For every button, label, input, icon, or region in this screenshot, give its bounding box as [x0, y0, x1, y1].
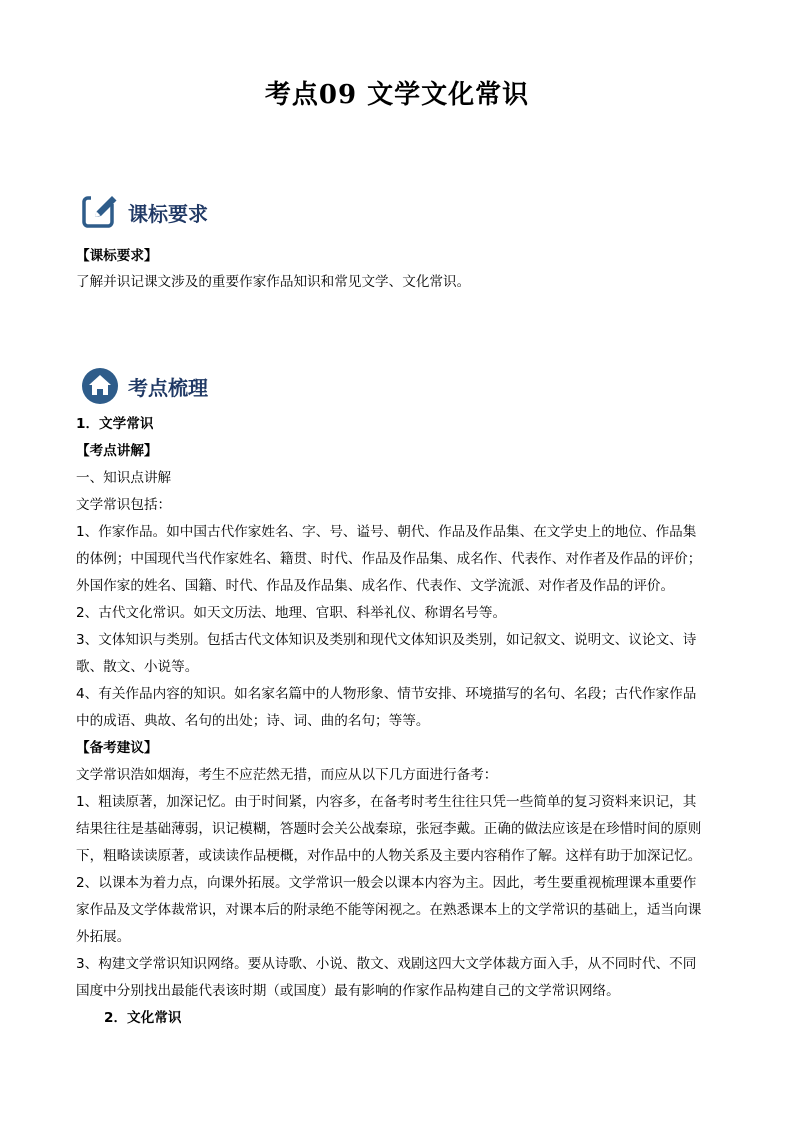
paragraph-line: 国度中分别找出最能代表该时期（或国度）最有影响的作家作品构建自己的文学常识网络。 — [76, 983, 620, 999]
paragraph-line: 3、构建文学常识知识网络。要从诗歌、小说、散文、戏剧这四大文学体裁方面入手，从不同时代、不同 — [76, 956, 697, 972]
paragraph-line: 文学常识浩如烟海，考生不应茫然无措，而应从以下几方面进行备考： — [76, 767, 498, 783]
paragraph-line: 一、知识点讲解 — [76, 470, 172, 486]
paragraph-line: 家作品及文学体裁常识，对课本后的附录绝不能等闲视之。在熟悉课本上的文学常识的基础上，适当向课 — [76, 902, 702, 918]
paragraph-line: 外拓展。 — [76, 929, 131, 945]
paragraph-line: 3、文体知识与类别。包括古代文体知识及类别和现代文体知识及类别，如记叙文、说明文、议论文、诗 — [76, 632, 697, 648]
paragraph-line: 1、作家作品。如中国古代作家姓名、字、号、谥号、朝代、作品及作品集、在文学史上的地位、作品集 — [76, 524, 697, 540]
paragraph-line: 的体例；中国现代当代作家姓名、籍贯、时代、作品及作品集、成名作、代表作、对作者及作品的评价； — [76, 551, 702, 567]
paragraph-line: 歌、散文、小说等。 — [76, 659, 199, 675]
section-heading: 考点梳理 — [128, 375, 208, 400]
section-heading: 课标要求 — [128, 201, 208, 226]
curriculum-text: 了解并识记课文涉及的重要作家作品知识和常见文学、文化常识。 — [76, 274, 471, 290]
section-header-review — [80, 362, 208, 410]
paragraph-line: 结果往往是基础薄弱，识记模糊，答题时会关公战秦琼，张冠李戴。正确的做法应该是在珍惜时间的原则 — [76, 821, 702, 837]
paragraph-line: 1、粗读原著，加深记忆。由于时间紧，内容多，在备考时考生往往只凭一些简单的复习资料来识记，其 — [76, 794, 697, 810]
bracket-label: 【考点讲解】 — [76, 443, 158, 459]
subheading-culture: 2．文化常识 — [104, 1010, 182, 1026]
paragraph-line: 2、古代文化常识。如天文历法、地理、官职、科举礼仪、称谓名号等。 — [76, 605, 507, 621]
home-icon — [80, 366, 120, 406]
paragraph-line: 2、以课本为着力点，向课外拓展。文学常识一般会以课本内容为主。因此，考生要重视梳理课本重要作 — [76, 875, 697, 891]
curriculum-bracket-label: 【课标要求】 — [76, 248, 158, 264]
paragraph-line: 中的成语、典故、名句的出处；诗、词、曲的名句；等等。 — [76, 713, 430, 729]
paragraph-line: 4、有关作品内容的知识。如名家名篇中的人物形象、情节安排、环境描写的名句、名段；古代作家作品 — [76, 686, 697, 702]
bracket-label: 【备考建议】 — [76, 740, 158, 756]
page-title: 考点09 文学文化常识 — [264, 80, 530, 110]
edit-icon — [80, 192, 120, 232]
paragraph-line: 文学常识包括： — [76, 497, 172, 513]
section-header-curriculum — [80, 188, 208, 236]
subheading-literature: 1．文学常识 — [76, 416, 154, 432]
paragraph-line: 下，粗略读读原著，或读读作品梗概，对作品中的人物关系及主要内容稍作了解。这样有助于加深记忆。 — [76, 848, 702, 864]
paragraph-line: 外国作家的姓名、国籍、时代、作品及作品集、成名作、代表作、文学流派、对作者及作品的评价。 — [76, 578, 675, 594]
